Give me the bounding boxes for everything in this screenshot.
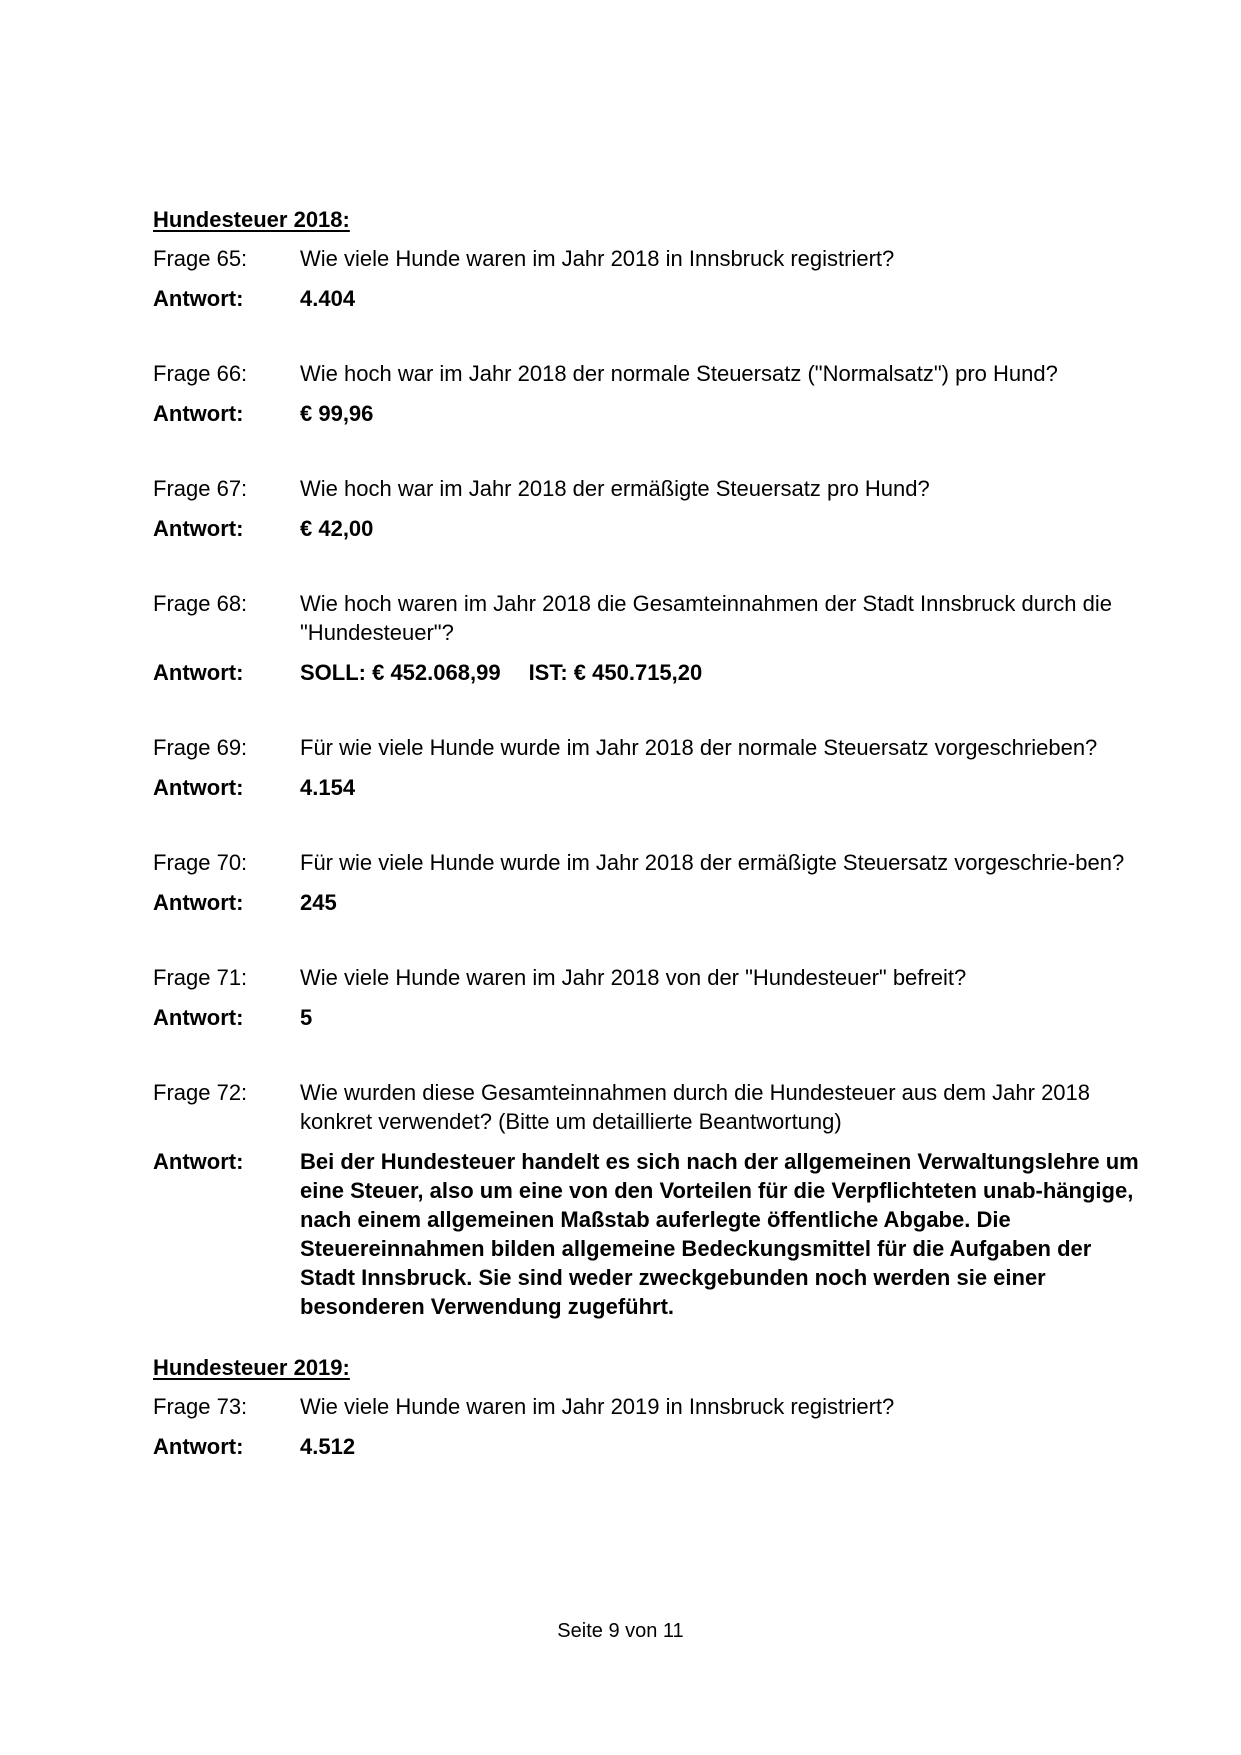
section-heading-2018: Hundesteuer 2018: [153,207,350,232]
answer-label: Antwort: [153,775,244,800]
qa-item-69 [153,733,1143,802]
qa-item-72 [153,1078,1143,1321]
question-text: Für wie viele Hunde wurde im Jahr 2018 der ermäßigte Steuersatz vorgeschrie-ben? [300,850,1125,875]
question-text: Für wie viele Hunde wurde im Jahr 2018 der normale Steuersatz vorgeschrieben? [300,735,1098,760]
answer-label: Antwort: [153,660,244,685]
question-label: Frage 73: [153,1394,248,1419]
answer-label: Antwort: [153,1434,244,1459]
answer-ist: IST: € 450.715,20 [528,660,703,685]
question-text: Wie viele Hunde waren im Jahr 2018 in Innsbruck registriert? [300,246,895,271]
qa-item-73 [153,1392,1143,1461]
question-label: Frage 69: [153,735,248,760]
answer-label: Antwort: [153,516,244,541]
answer-text: 4.512 [300,1434,356,1459]
qa-item-66 [153,359,1143,428]
answer-label: Antwort: [153,401,244,426]
question-label: Frage 65: [153,246,248,271]
question-text: Wie viele Hunde waren im Jahr 2019 in Innsbruck registriert? [300,1394,895,1419]
question-text: Wie viele Hunde waren im Jahr 2018 von der "Hundesteuer" befreit? [300,965,967,990]
qa-item-71 [153,963,1143,1032]
question-text: Wie wurden diese Gesamteinnahmen durch die Hundesteuer aus dem Jahr 2018 konkret verwendet? (Bitte um detaillierte Beantwortung) [300,1080,1091,1134]
question-label: Frage 68: [153,591,248,616]
question-text: Wie hoch war im Jahr 2018 der ermäßigte Steuersatz pro Hund? [300,476,930,501]
qa-item-65 [153,244,1143,313]
question-label: Frage 70: [153,850,248,875]
answer-label: Antwort: [153,1005,244,1030]
question-text: Wie hoch waren im Jahr 2018 die Gesamteinnahmen der Stadt Innsbruck durch die "Hundesteuer"? [300,591,1112,645]
question-label: Frage 66: [153,361,248,386]
answer-text: 4.404 [300,286,356,311]
qa-item-68 [153,589,1143,687]
answer-text: € 99,96 [300,401,374,426]
answer-text: € 42,00 [300,516,374,541]
answer-text: 245 [300,890,337,915]
answer-text [300,658,1143,687]
answer-soll: SOLL: € 452.068,99 [300,660,501,685]
document-body [153,205,1143,1507]
answer-label: Antwort: [153,1149,244,1174]
question-text: Wie hoch war im Jahr 2018 der normale Steuersatz ("Normalsatz") pro Hund? [300,361,1058,386]
answer-text: Bei der Hundesteuer handelt es sich nach der allgemeinen Verwaltungslehre um eine Steuer, also um eine von den Vorteilen für die Verpflichteten unab-hängige, nach einem allgemeinen Maßstab auferlegte öffentliche Abgabe. Die Steuereinnahmen bilden allgemeine Bedeckungsmittel für die Aufgaben der Stadt Innsbruck. Sie sind weder zweckgebunden noch werden sie einer besonderen Verwendung zugeführt. [300,1149,1139,1319]
page-number-footer: Seite 9 von 11 [557,1620,684,1642]
section-heading-2019: Hundesteuer 2019: [153,1355,350,1380]
qa-item-70 [153,848,1143,917]
qa-item-67 [153,474,1143,543]
question-label: Frage 72: [153,1080,248,1105]
question-label: Frage 67: [153,476,248,501]
question-label: Frage 71: [153,965,248,990]
answer-label: Antwort: [153,890,244,915]
answer-text: 5 [300,1005,313,1030]
answer-label: Antwort: [153,286,244,311]
answer-text: 4.154 [300,775,356,800]
